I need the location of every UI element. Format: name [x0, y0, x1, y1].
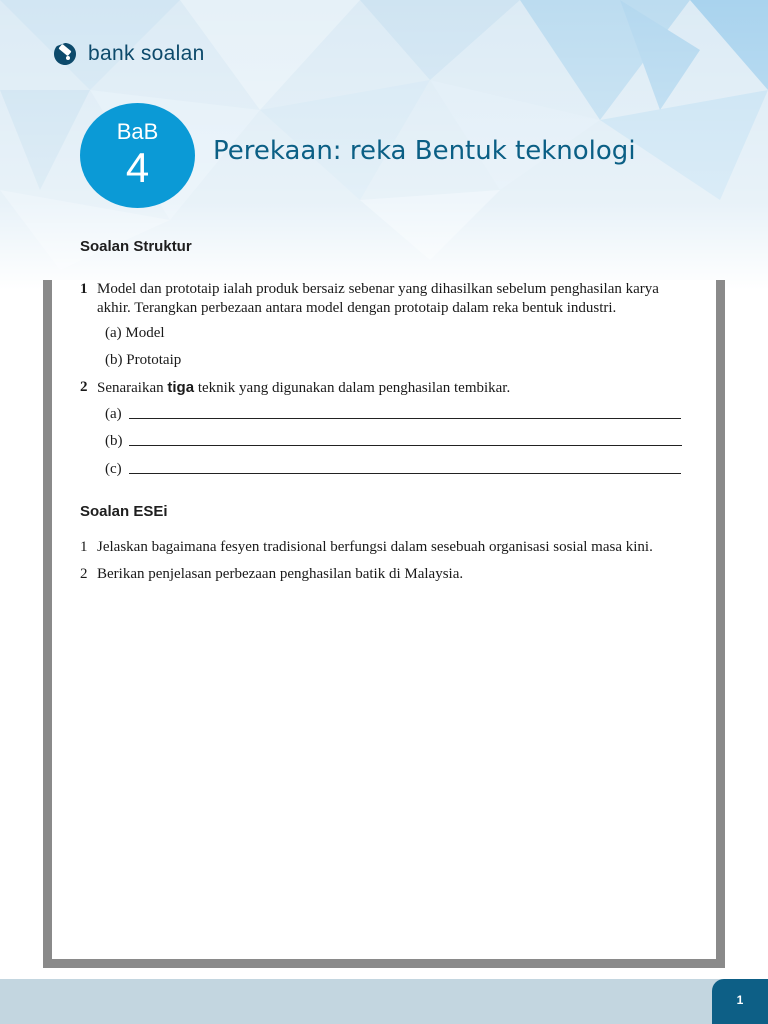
sub-question-b: (b) Prototaip: [105, 352, 182, 368]
question-number: 2: [80, 566, 88, 582]
answer-line-c[interactable]: [129, 473, 681, 474]
answer-label-a: (a): [105, 406, 122, 422]
pencil-drop-icon: [50, 39, 80, 69]
answer-label-b: (b): [105, 433, 123, 449]
question-line: Model dan prototaip ialah produk bersaiz sebenar yang dihasilkan sebelum penghasilan karya: [97, 281, 659, 297]
chapter-badge: [80, 103, 195, 208]
essay-question-1: [80, 539, 653, 556]
question-line: akhir. Terangkan perbezaan antara model dengan prototaip dalam reka bentuk industri.: [97, 300, 617, 316]
question-number: 1: [80, 539, 88, 555]
footer-band: [0, 979, 768, 1024]
answer-line-a[interactable]: [129, 418, 681, 419]
question-text: Jelaskan bagaimana fesyen tradisional berfungsi dalam sesebuah organisasi sosial masa kini.: [97, 539, 653, 555]
brand-name: bank soalan: [88, 42, 205, 65]
chapter-number: 4: [125, 144, 150, 191]
sub-question-a: (a) Model: [105, 325, 165, 341]
chapter-title: Perekaan: reka Bentuk teknologi: [213, 136, 636, 166]
chapter-label: BaB: [116, 119, 159, 144]
answer-label-c: (c): [105, 461, 122, 477]
question-number: 2: [80, 379, 88, 395]
question-text: teknik yang digunakan dalam penghasilan tembikar.: [194, 380, 511, 396]
essay-question-2: [80, 566, 463, 583]
answer-line-b[interactable]: [129, 445, 682, 446]
brand-logo: [50, 38, 205, 70]
question-1: [80, 280, 690, 318]
question-keyword: tiga: [167, 379, 195, 396]
question-2: [80, 378, 690, 398]
question-text: Senaraikan: [97, 380, 168, 396]
section-heading-struktur: Soalan Struktur: [80, 238, 192, 255]
section-heading-esei: Soalan ESEi: [80, 503, 168, 520]
page-number: 1: [712, 979, 768, 1024]
question-number: 1: [80, 281, 88, 297]
question-text: Berikan penjelasan perbezaan penghasilan batik di Malaysia.: [97, 566, 464, 582]
